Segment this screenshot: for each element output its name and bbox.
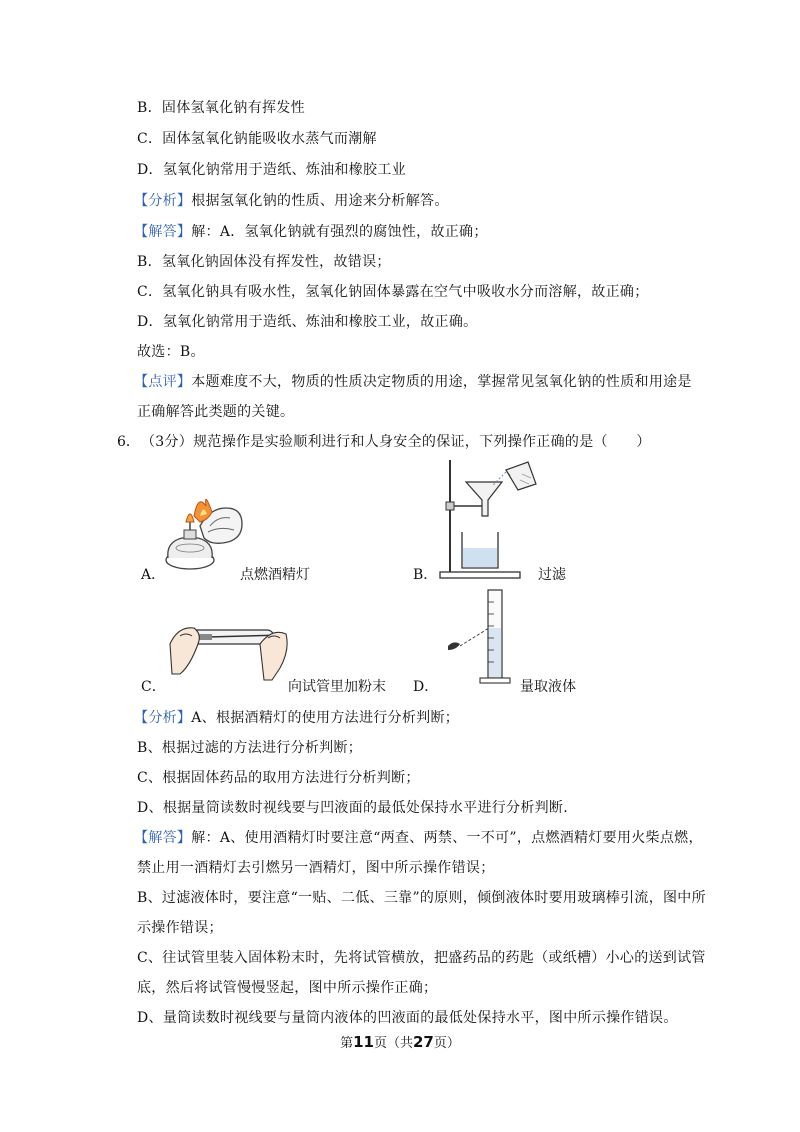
q6-answer-c: C、往试管里装入固体粉末时，先将试管横放，把盛药品的药匙（或纸槽）小心的送到试管	[137, 950, 706, 966]
option-c-line: C．固体氢氧化钠能吸收水蒸气而潮解	[137, 131, 377, 147]
option-a-letter: A．	[141, 567, 166, 583]
q6-answer-b-cont: 示操作错误；	[137, 920, 223, 936]
q6-analysis-c: C、根据固体药品的取用方法进行分析判断；	[137, 770, 420, 786]
option-d-line: D．氢氧化钠常用于造纸、炼油和橡胶工业	[137, 162, 406, 178]
answer-b-line: B．氢氧化钠固体没有挥发性，故错误；	[137, 254, 391, 270]
q6-answer-b: B、过滤液体时，要注意“一贴、二低、三靠”的原则，倾倒液体时要用玻璃棒引流，图中所	[137, 890, 706, 906]
answer-tag: 【解答】	[134, 224, 192, 240]
q6-answer-c-cont: 底，然后将试管慢慢竖起，图中所示操作正确；	[137, 980, 438, 996]
option-d-letter: D．	[413, 679, 439, 695]
analysis-tag: 【分析】	[134, 193, 192, 209]
option-b-line: B．固体氢氧化钠有挥发性	[137, 100, 305, 116]
q6-analysis-b: B、根据过滤的方法进行分析判断；	[137, 740, 363, 756]
q6-answer-a-cont: 禁止用一酒精灯去引燃另一酒精灯，图中所示操作错误；	[137, 860, 495, 876]
option-d-caption: 量取液体	[520, 679, 576, 695]
q6-analysis-tag: 【分析】	[134, 710, 192, 726]
comment-tag: 【点评】	[134, 374, 192, 390]
q6-analysis-d: D、根据量筒读数时视线要与凹液面的最低处保持水平进行分析判断.	[137, 800, 568, 816]
filtration-figure	[436, 456, 546, 582]
test-tube-powder-figure	[168, 614, 292, 684]
page-number: 11	[353, 1033, 374, 1051]
option-c-letter: C．	[141, 679, 166, 695]
option-c-caption: 向试管里加粉末	[288, 679, 386, 695]
page-footer: 第11页（共27页）	[340, 1033, 460, 1051]
question-number: 6．	[117, 434, 140, 450]
page-total: 27	[413, 1033, 434, 1051]
option-a-caption: 点燃酒精灯	[240, 567, 310, 583]
answer-c-line: C．氢氧化钠具有吸水性，氢氧化钠固体暴露在空气中吸收水分而溶解，故正确；	[137, 284, 649, 300]
option-b-letter: B．	[413, 567, 438, 583]
comment-line: 【点评】本题难度不大，物质的性质决定物质的用途，掌握常见氢氧化钠的性质和用途是	[134, 374, 692, 390]
q6-answer-d: D、量筒读数时视线要与量筒内液体的凹液面的最低处保持水平，图中所示操作错误。	[137, 1010, 678, 1026]
comment-line-2: 正确解答此类题的关键。	[137, 404, 295, 420]
q6-answer-line: 【解答】解：A、使用酒精灯时要注意“两查、两禁、一不可”，点燃酒精灯要用火柴点燃，	[134, 830, 703, 846]
answer-d-line: D．氢氧化钠常用于造纸、炼油和橡胶工业，故正确。	[137, 314, 478, 330]
analysis-line: 【分析】根据氢氧化钠的性质、用途来分析解答。	[134, 193, 449, 209]
alcohol-lamp-figure	[160, 486, 250, 578]
choice-line: 故选：B。	[137, 344, 205, 360]
graduated-cylinder-figure	[442, 588, 522, 688]
answer-line: 【解答】解：A．氢氧化钠就有强烈的腐蚀性，故正确；	[134, 224, 488, 240]
q6-analysis-line: 【分析】A、根据酒精灯的使用方法进行分析判断；	[134, 710, 460, 726]
question-text: （3分）规范操作是实验顺利进行和人身安全的保证，下列操作正确的是（ ）	[141, 434, 651, 450]
q6-answer-tag: 【解答】	[134, 830, 192, 846]
option-b-caption: 过滤	[538, 567, 566, 583]
